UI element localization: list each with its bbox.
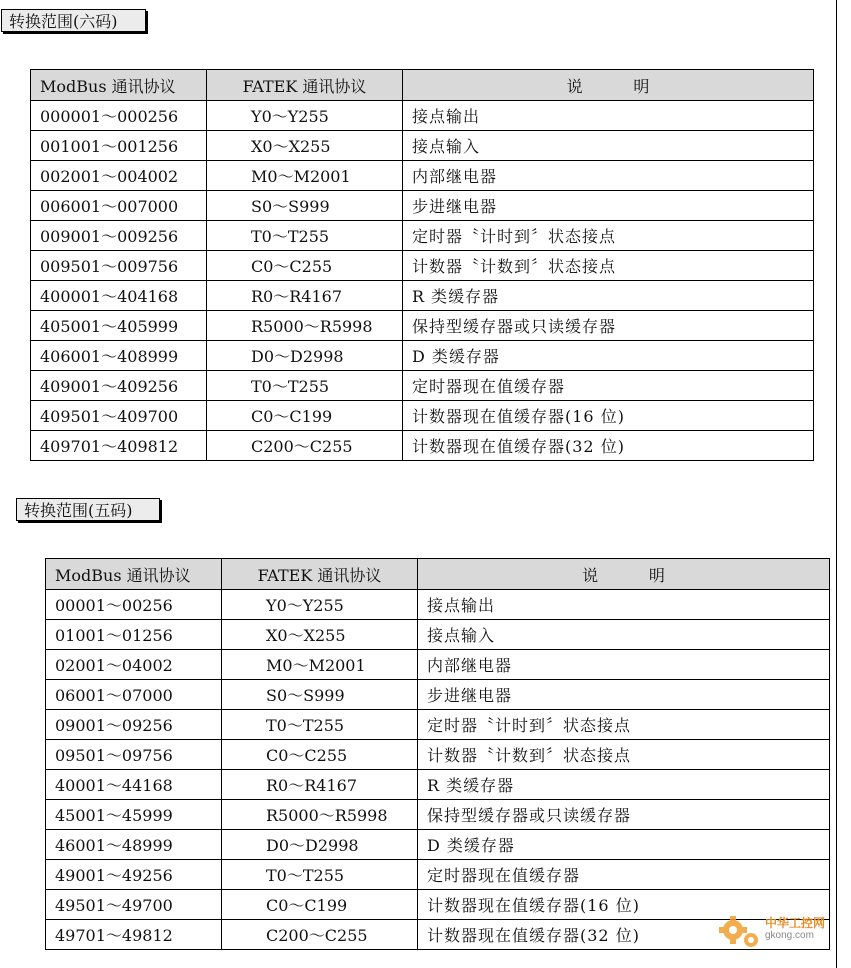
table-row: [46, 620, 830, 650]
description-cell: 接点输入: [418, 620, 830, 650]
modbus-address-cell: 002001～004002: [31, 161, 207, 191]
description-cell: 计数器现在值缓存器(16 位): [403, 401, 814, 431]
modbus-address-cell: 400001～404168: [31, 281, 207, 311]
description-cell: 计数器现在值缓存器(32 位): [403, 431, 814, 461]
modbus-address-cell: 06001～07000: [46, 680, 222, 710]
header-fatek: FATEK 通讯协议: [222, 559, 418, 590]
fatek-address-cell: R5000～R5998: [222, 800, 418, 830]
fatek-address-cell: S0～S999: [222, 680, 418, 710]
fatek-address-cell: T0～T255: [222, 710, 418, 740]
description-cell: 定时器现在值缓存器: [418, 860, 830, 890]
fatek-address-cell: C0～C199: [222, 890, 418, 920]
page-margin-line: [836, 0, 837, 968]
modbus-address-cell: 01001～01256: [46, 620, 222, 650]
description-cell: R 类缓存器: [418, 770, 830, 800]
table-row: [46, 800, 830, 830]
table-row: [31, 191, 814, 221]
table-row: [31, 311, 814, 341]
table-row: [31, 401, 814, 431]
fatek-address-cell: T0～T255: [222, 860, 418, 890]
modbus-address-cell: 000001～000256: [31, 101, 207, 131]
fatek-address-cell: C0～C255: [207, 251, 403, 281]
fatek-address-cell: R0～R4167: [222, 770, 418, 800]
header-description: 说 明: [403, 70, 814, 101]
header-modbus: ModBus 通讯协议: [31, 70, 207, 101]
description-cell: D 类缓存器: [403, 341, 814, 371]
fatek-address-cell: Y0～Y255: [222, 590, 418, 620]
table-row: [31, 371, 814, 401]
fatek-address-cell: C0～C199: [207, 401, 403, 431]
fatek-address-cell: X0～X255: [222, 620, 418, 650]
table-row: [46, 890, 830, 920]
fatek-address-cell: C200～C255: [222, 920, 418, 950]
description-cell: 步进继电器: [418, 680, 830, 710]
table-row: [46, 710, 830, 740]
description-cell: 定时器〝计时到〞状态接点: [418, 710, 830, 740]
description-cell: 计数器现在值缓存器(32 位): [418, 920, 830, 950]
modbus-address-cell: 409701～409812: [31, 431, 207, 461]
gear-icon: [715, 906, 765, 956]
modbus-address-cell: 409501～409700: [31, 401, 207, 431]
table-row: [31, 131, 814, 161]
table-row: [46, 740, 830, 770]
fatek-address-cell: D0～D2998: [222, 830, 418, 860]
table-row: [46, 590, 830, 620]
header-description: 说 明: [418, 559, 830, 590]
description-cell: 定时器〝计时到〞状态接点: [403, 221, 814, 251]
table-row: [31, 341, 814, 371]
fatek-address-cell: T0～T255: [207, 371, 403, 401]
fatek-address-cell: T0～T255: [207, 221, 403, 251]
description-cell: 计数器〝计数到〞状态接点: [403, 251, 814, 281]
description-cell: 计数器现在值缓存器(16 位): [418, 890, 830, 920]
modbus-address-cell: 49501～49700: [46, 890, 222, 920]
modbus-address-cell: 02001～04002: [46, 650, 222, 680]
modbus-address-cell: 405001～405999: [31, 311, 207, 341]
fatek-address-cell: R0～R4167: [207, 281, 403, 311]
table-row: [31, 221, 814, 251]
watermark-name: 中华工控网: [765, 916, 826, 930]
description-cell: 内部继电器: [418, 650, 830, 680]
fatek-address-cell: R5000～R5998: [207, 311, 403, 341]
fatek-address-cell: D0～D2998: [207, 341, 403, 371]
description-cell: 步进继电器: [403, 191, 814, 221]
table-header-row: [46, 559, 830, 590]
description-cell: 接点输出: [403, 101, 814, 131]
description-cell: 定时器现在值缓存器: [403, 371, 814, 401]
header-modbus: ModBus 通讯协议: [46, 559, 222, 590]
modbus-address-cell: 09001～09256: [46, 710, 222, 740]
modbus-address-cell: 09501～09756: [46, 740, 222, 770]
modbus-address-cell: 49001～49256: [46, 860, 222, 890]
table-row: [46, 650, 830, 680]
table-row: [46, 860, 830, 890]
table-row: [46, 680, 830, 710]
modbus-address-cell: 009001～009256: [31, 221, 207, 251]
section-title-five-digit: 转换范围(五码): [16, 498, 160, 521]
table-header-row: [31, 70, 814, 101]
fatek-address-cell: C200～C255: [207, 431, 403, 461]
fatek-address-cell: C0～C255: [222, 740, 418, 770]
table-row: [46, 830, 830, 860]
description-cell: 接点输出: [418, 590, 830, 620]
description-cell: 计数器〝计数到〞状态接点: [418, 740, 830, 770]
watermark-domain: gkong.com: [765, 930, 814, 941]
table-row: [31, 251, 814, 281]
fatek-address-cell: M0～M2001: [222, 650, 418, 680]
fatek-address-cell: M0～M2001: [207, 161, 403, 191]
description-cell: 内部继电器: [403, 161, 814, 191]
fatek-address-cell: X0～X255: [207, 131, 403, 161]
description-cell: 保持型缓存器或只读缓存器: [403, 311, 814, 341]
fatek-address-cell: S0～S999: [207, 191, 403, 221]
table-row: [31, 281, 814, 311]
table-row: [31, 431, 814, 461]
gkong-watermark-logo: [715, 906, 835, 962]
table-row: [31, 101, 814, 131]
table-row: [46, 770, 830, 800]
modbus-address-cell: 009501～009756: [31, 251, 207, 281]
table-row: [46, 920, 830, 950]
five-digit-mapping-table: [45, 558, 830, 950]
modbus-address-cell: 49701～49812: [46, 920, 222, 950]
description-cell: 保持型缓存器或只读缓存器: [418, 800, 830, 830]
description-cell: R 类缓存器: [403, 281, 814, 311]
modbus-address-cell: 406001～408999: [31, 341, 207, 371]
section-title-six-digit: 转换范围(六码): [1, 9, 146, 32]
table-row: [31, 161, 814, 191]
modbus-address-cell: 409001～409256: [31, 371, 207, 401]
fatek-address-cell: Y0～Y255: [207, 101, 403, 131]
modbus-address-cell: 00001～00256: [46, 590, 222, 620]
modbus-address-cell: 001001～001256: [31, 131, 207, 161]
description-cell: D 类缓存器: [418, 830, 830, 860]
description-cell: 接点输入: [403, 131, 814, 161]
modbus-address-cell: 45001～45999: [46, 800, 222, 830]
six-digit-mapping-table: [30, 69, 814, 461]
header-fatek: FATEK 通讯协议: [207, 70, 403, 101]
modbus-address-cell: 40001～44168: [46, 770, 222, 800]
modbus-address-cell: 46001～48999: [46, 830, 222, 860]
modbus-address-cell: 006001～007000: [31, 191, 207, 221]
